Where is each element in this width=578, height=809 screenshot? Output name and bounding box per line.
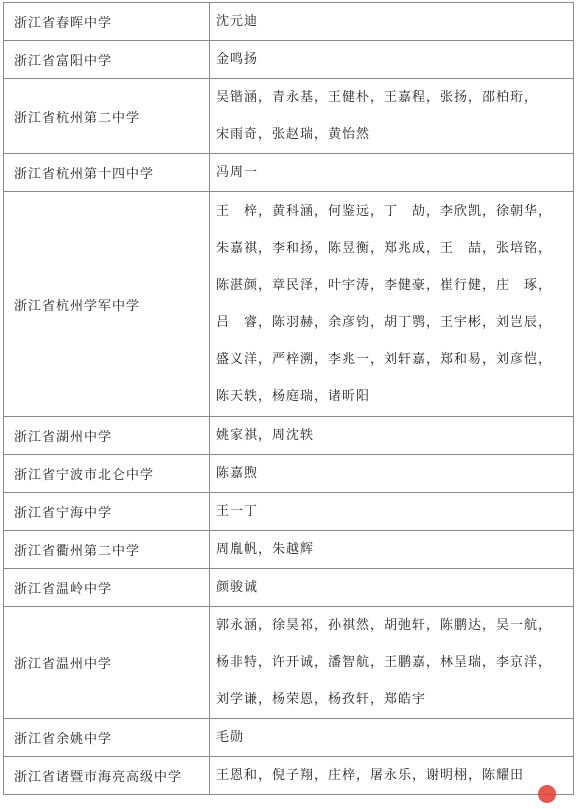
student-names-line: 周胤帆，朱越辉 xyxy=(216,542,315,557)
school-name-cell: 浙江省宁波市北仑中学 xyxy=(4,455,210,493)
student-names-line: 颜骏诚 xyxy=(216,580,259,595)
table-row xyxy=(4,79,574,154)
student-names-line: 姚家祺，周沈轶 xyxy=(216,428,315,443)
student-names-cell xyxy=(210,154,574,192)
student-names-line: 金鸣扬 xyxy=(216,52,259,67)
table-row xyxy=(4,757,574,795)
student-names-cell xyxy=(210,719,574,757)
student-names-cell xyxy=(210,757,574,795)
student-names-line: 王一丁 xyxy=(216,504,259,519)
school-name-cell: 浙江省诸暨市海亮高级中学 xyxy=(4,757,210,795)
school-name-cell: 浙江省富阳中学 xyxy=(4,41,210,79)
student-names-cell xyxy=(210,3,574,41)
school-name-cell: 浙江省宁海中学 xyxy=(4,493,210,531)
student-names-line: 陈天轶，杨庭瑞，诸昕阳 xyxy=(216,389,371,404)
student-names-line: 王 梓，黄科涵，何鉴远，丁 劼，李欣凯，徐朝华， xyxy=(216,204,553,219)
school-name-cell: 浙江省余姚中学 xyxy=(4,719,210,757)
student-names-cell xyxy=(210,607,574,719)
student-names-line: 吕 睿，陈羽赫，余彦钧，胡丁鹗，王宇彬，刘岂辰， xyxy=(216,315,553,330)
school-name-cell: 浙江省杭州学军中学 xyxy=(4,192,210,417)
school-name-cell: 浙江省杭州第十四中学 xyxy=(4,154,210,192)
school-name-cell: 浙江省春晖中学 xyxy=(4,3,210,41)
student-names-cell xyxy=(210,79,574,154)
table-row xyxy=(4,154,574,192)
student-names-cell xyxy=(210,531,574,569)
student-names-cell xyxy=(210,417,574,455)
student-names-line: 刘学谦，杨荣恩，杨孜轩，郑皓宇 xyxy=(216,692,427,707)
student-names-cell xyxy=(210,569,574,607)
school-name-cell: 浙江省温岭中学 xyxy=(4,569,210,607)
student-names-line: 盛义洋，严梓溯，李兆一，刘轩嘉，郑和易，刘彦恺， xyxy=(216,352,553,367)
student-names-line: 毛勋 xyxy=(216,730,245,745)
table-row xyxy=(4,493,574,531)
student-names-line: 陈嘉煦 xyxy=(216,466,259,481)
student-names-line: 王恩和，倪子翔，庄梓，屠永乐，谢明栩，陈耀田 xyxy=(216,768,525,783)
table-row xyxy=(4,531,574,569)
watermark-logo-icon xyxy=(538,785,556,803)
student-names-cell xyxy=(210,41,574,79)
school-name-cell: 浙江省湖州中学 xyxy=(4,417,210,455)
student-names-cell xyxy=(210,493,574,531)
awardee-table xyxy=(3,2,574,795)
table-row xyxy=(4,719,574,757)
school-name-cell: 浙江省杭州第二中学 xyxy=(4,79,210,154)
table-row xyxy=(4,569,574,607)
student-names-cell xyxy=(210,192,574,417)
student-names-line: 吴锴涵，青永基，王健朴，王嘉程，张扬，邵柏珩， xyxy=(216,90,539,105)
table-row xyxy=(4,455,574,493)
table-row xyxy=(4,3,574,41)
student-names-line: 郭永涵，徐昊祁，孙祺然，胡弛轩，陈鹏达，吴一航， xyxy=(216,618,553,633)
table-row xyxy=(4,607,574,719)
school-name-cell: 浙江省衢州第二中学 xyxy=(4,531,210,569)
student-names-line: 宋雨奇，张赵瑞，黄怡然 xyxy=(216,127,371,142)
student-names-line: 陈湛颜，章民泽，叶宇涛，李健豪，崔行健，庄 琢， xyxy=(216,278,553,293)
table-row xyxy=(4,192,574,417)
student-names-line: 朱嘉祺，李和扬，陈昱衡，郑兆成，王 喆，张培铭， xyxy=(216,241,553,256)
student-names-line: 沈元迪 xyxy=(216,14,259,29)
table-row xyxy=(4,417,574,455)
school-name-cell: 浙江省温州中学 xyxy=(4,607,210,719)
student-names-line: 冯周一 xyxy=(216,165,259,180)
table-row xyxy=(4,41,574,79)
student-names-line: 杨非特，许开诚，潘智航，王鹏嘉，林呈瑞，李京洋， xyxy=(216,655,553,670)
student-names-cell xyxy=(210,455,574,493)
